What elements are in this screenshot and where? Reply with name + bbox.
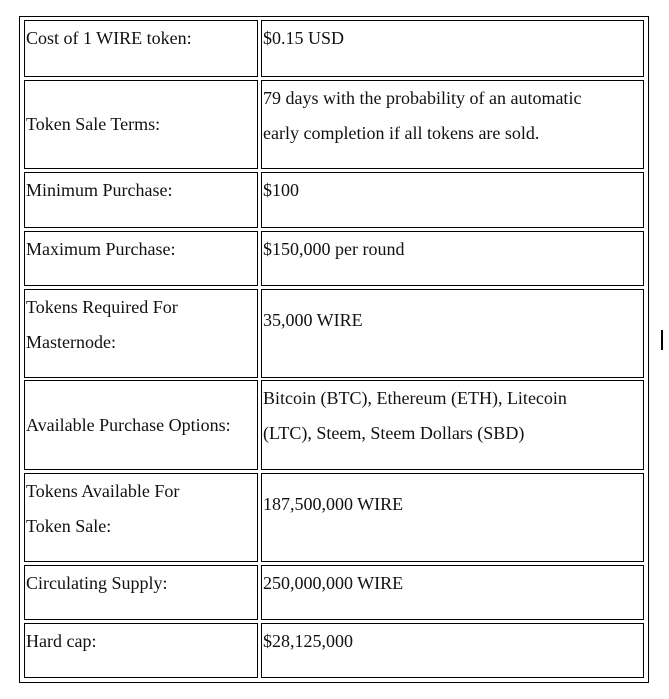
value-available-purchase-options: Bitcoin (BTC), Ethereum (ETH), Litecoin (LTC), Steem, Steem Dollars (SBD) [261, 380, 644, 470]
value-hard-cap: $28,125,000 [261, 623, 644, 678]
label-token-sale-terms: Token Sale Terms: [24, 80, 258, 169]
label-minimum-purchase: Minimum Purchase: [24, 172, 258, 228]
value-minimum-purchase: $100 [261, 172, 644, 228]
text-cursor-mark [661, 330, 663, 350]
label-available-purchase-options: Available Purchase Options: [24, 380, 258, 470]
label-maximum-purchase: Maximum Purchase: [24, 231, 258, 286]
value-token-sale-terms: 79 days with the probability of an automatic early completion if all tokens are sold. [261, 80, 644, 169]
value-maximum-purchase: $150,000 per round [261, 231, 644, 286]
value-circulating-supply: 250,000,000 WIRE [261, 565, 644, 620]
label-hard-cap: Hard cap: [24, 623, 258, 678]
label-tokens-available-sale: Tokens Available For Token Sale: [24, 473, 258, 562]
value-cost-per-token: $0.15 USD [261, 20, 644, 77]
value-tokens-required-masternode: 35,000 WIRE [261, 289, 644, 378]
label-tokens-required-masternode: Tokens Required For Masternode: [24, 289, 258, 378]
value-tokens-available-sale: 187,500,000 WIRE [261, 473, 644, 562]
label-circulating-supply: Circulating Supply: [24, 565, 258, 620]
label-cost-per-token: Cost of 1 WIRE token: [24, 20, 258, 77]
